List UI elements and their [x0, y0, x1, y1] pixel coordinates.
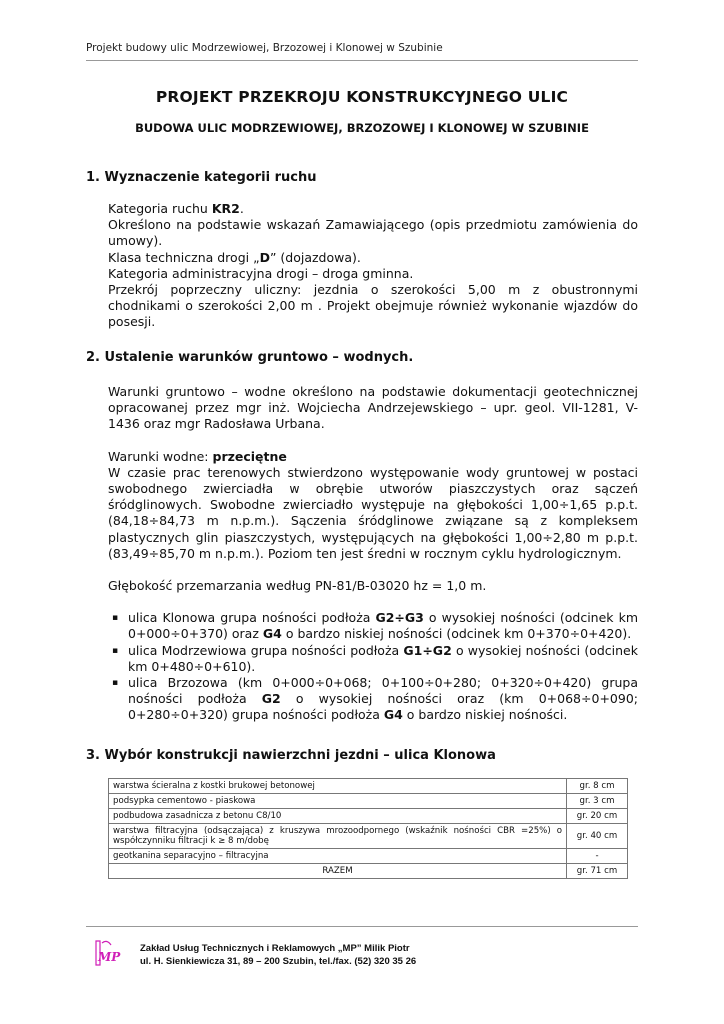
- soil-bearing-list: [108, 610, 638, 723]
- road-class-pre: Klasa techniczna drogi „: [108, 249, 260, 265]
- basis-text: Określono na podstawie wskazań Zamawiającego (opis przedmiotu zamówienia do umowy).: [108, 217, 638, 249]
- traffic-category: [108, 201, 638, 217]
- layer-name: podbudowa zasadnicza z betonu C8/10: [109, 809, 567, 824]
- footer-rule: [86, 926, 638, 927]
- list-text: o wysokiej nośności (odcinek km 0+480÷0+610).: [128, 642, 638, 674]
- traffic-label: Kategoria ruchu: [108, 201, 212, 216]
- document-title: PROJEKT PRZEKROJU KONSTRUKCYJNEGO ULIC: [155, 88, 569, 106]
- section-3-heading: 3. Wybór konstrukcji nawierzchni jezdni – ulica Klonowa: [86, 748, 496, 763]
- layer-thickness: gr. 3 cm: [567, 794, 628, 809]
- footer-line-1: Zakład Usług Technicznych i Reklamowych „MP” Milik Piotr: [140, 943, 410, 954]
- logo-text: MP: [98, 950, 121, 964]
- road-class-post: ” (dojazdowa).: [269, 249, 361, 265]
- list-text: o wysokiej nośności (odcinek km 0+000÷0+370) oraz: [128, 610, 638, 642]
- section-2-heading: 2. Ustalenie warunków gruntowo – wodnych.: [86, 350, 414, 365]
- bearing-group: G4: [383, 707, 403, 723]
- square-bullet-icon: ▪: [112, 678, 119, 689]
- traffic-end: .: [239, 201, 244, 216]
- road-class-value: D: [259, 249, 270, 265]
- layer-name: geotkanina separacyjno – filtracyjna: [109, 849, 567, 864]
- list-text: ulica Brzozowa (km 0+000÷0+068; 0+100÷0+280; 0+320÷0+420) grupa nośności podłoża: [128, 675, 638, 707]
- road-class: [108, 250, 638, 266]
- square-bullet-icon: ▪: [112, 645, 119, 656]
- footer-line-2: ul. H. Sienkiewicza 31, 89 – 200 Szubin, tel./fax. (52) 320 35 26: [140, 956, 417, 967]
- company-footer: [140, 942, 416, 968]
- layer-name: warstwa ścieralna z kostki brukowej betonowej: [109, 779, 567, 794]
- geotech-intro: Warunki gruntowo – wodne określono na podstawie dokumentacji geotechnicznej opracowanej przez mgr inż. Wojciecha Andrzejewskiego – upr. geol. VII-1281, V-1436 oraz mgr Radosława Urbana.: [108, 384, 638, 432]
- running-header: Projekt budowy ulic Modrzewiowej, Brzozowej i Klonowej w Szubinie: [86, 42, 443, 54]
- layer-thickness: -: [567, 849, 628, 864]
- section-1-heading: 1. Wyznaczenie kategorii ruchu: [86, 170, 317, 185]
- layer-thickness: gr. 20 cm: [567, 809, 628, 824]
- table-row-total: [109, 864, 628, 879]
- layer-thickness: gr. 40 cm: [567, 824, 628, 849]
- total-thickness: gr. 71 cm: [567, 864, 628, 879]
- table-row: [109, 849, 628, 864]
- bearing-group: G2: [261, 691, 281, 707]
- traffic-value: KR2: [211, 201, 240, 216]
- layer-name: warstwa filtracyjna (odsączająca) z kruszywa mrozoodpornego (wskaźnik nośności CBR =25%) o współczynniku filtracji k ≥ 8 m/dobę: [109, 824, 567, 849]
- table-row: [109, 809, 628, 824]
- bearing-group: G2÷G3: [375, 610, 424, 626]
- company-logo-icon: [93, 937, 121, 969]
- total-label: RAZEM: [109, 864, 567, 879]
- frost-depth: Głębokość przemarzania według PN-81/B-03020 hz = 1,0 m.: [108, 578, 487, 594]
- layer-name: podsypka cementowo - piaskowa: [109, 794, 567, 809]
- list-text: ulica Klonowa grupa nośności podłoża: [128, 610, 376, 626]
- section-2-body: [108, 384, 638, 724]
- list-item: [108, 675, 638, 724]
- list-text: o wysokiej nośności oraz (km 0+068÷0+090; 0+280÷0+320) grupa nośności podłoża: [128, 691, 638, 723]
- admin-category: Kategoria administracyjna drogi – droga gminna.: [108, 265, 414, 281]
- table-row: [109, 779, 628, 794]
- pavement-layers-table: [108, 778, 628, 879]
- bearing-group: G4: [262, 626, 282, 642]
- water-conditions: [108, 449, 638, 465]
- table-row: [109, 824, 628, 849]
- bearing-group: G1÷G2: [403, 642, 452, 658]
- list-item: [108, 643, 638, 675]
- square-bullet-icon: ▪: [112, 613, 119, 624]
- header-rule: [86, 60, 638, 61]
- water-value: przeciętne: [212, 448, 287, 464]
- cross-section-text: Przekrój poprzeczny uliczny: jezdnia o szerokości 5,00 m z obustronnymi chodnikami o szerokości 2,00 m . Projekt obejmuje również wykonanie wjazdów do posesji.: [108, 282, 638, 330]
- table-row: [109, 794, 628, 809]
- water-label: Warunki wodne:: [108, 448, 213, 464]
- list-text: o bardzo niskiej nośności (odcinek km 0+370÷0+420).: [281, 626, 632, 642]
- layer-thickness: gr. 8 cm: [567, 779, 628, 794]
- list-text: o bardzo niskiej nośności.: [402, 707, 568, 723]
- water-description: W czasie prac terenowych stwierdzono występowanie wody gruntowej w postaci swobodnego zwierciadła w obrębie utworów piaszczystych oraz sączeń śródglinowych. Swobodne zwierciadło występuje na głębokości 1,00÷1,65 p.p.t. (84,18÷84,73 m n.p.m.). Sączenia śródglinowe związane są z kompleksem plastycznych glin piaszczystych, występujących na głębokości 1,00÷2,80 m p.p.t. (83,49÷85,70 m n.p.m.). Poziom ten jest średni w rocznym cyklu hydrologicznym.: [108, 464, 638, 561]
- section-1-body: [108, 201, 638, 331]
- list-text: ulica Modrzewiowa grupa nośności podłoża: [128, 642, 404, 658]
- list-item: [108, 610, 638, 642]
- document-subtitle: BUDOWA ULIC MODRZEWIOWEJ, BRZOZOWEJ I KLONOWEJ W SZUBINIE: [135, 121, 589, 135]
